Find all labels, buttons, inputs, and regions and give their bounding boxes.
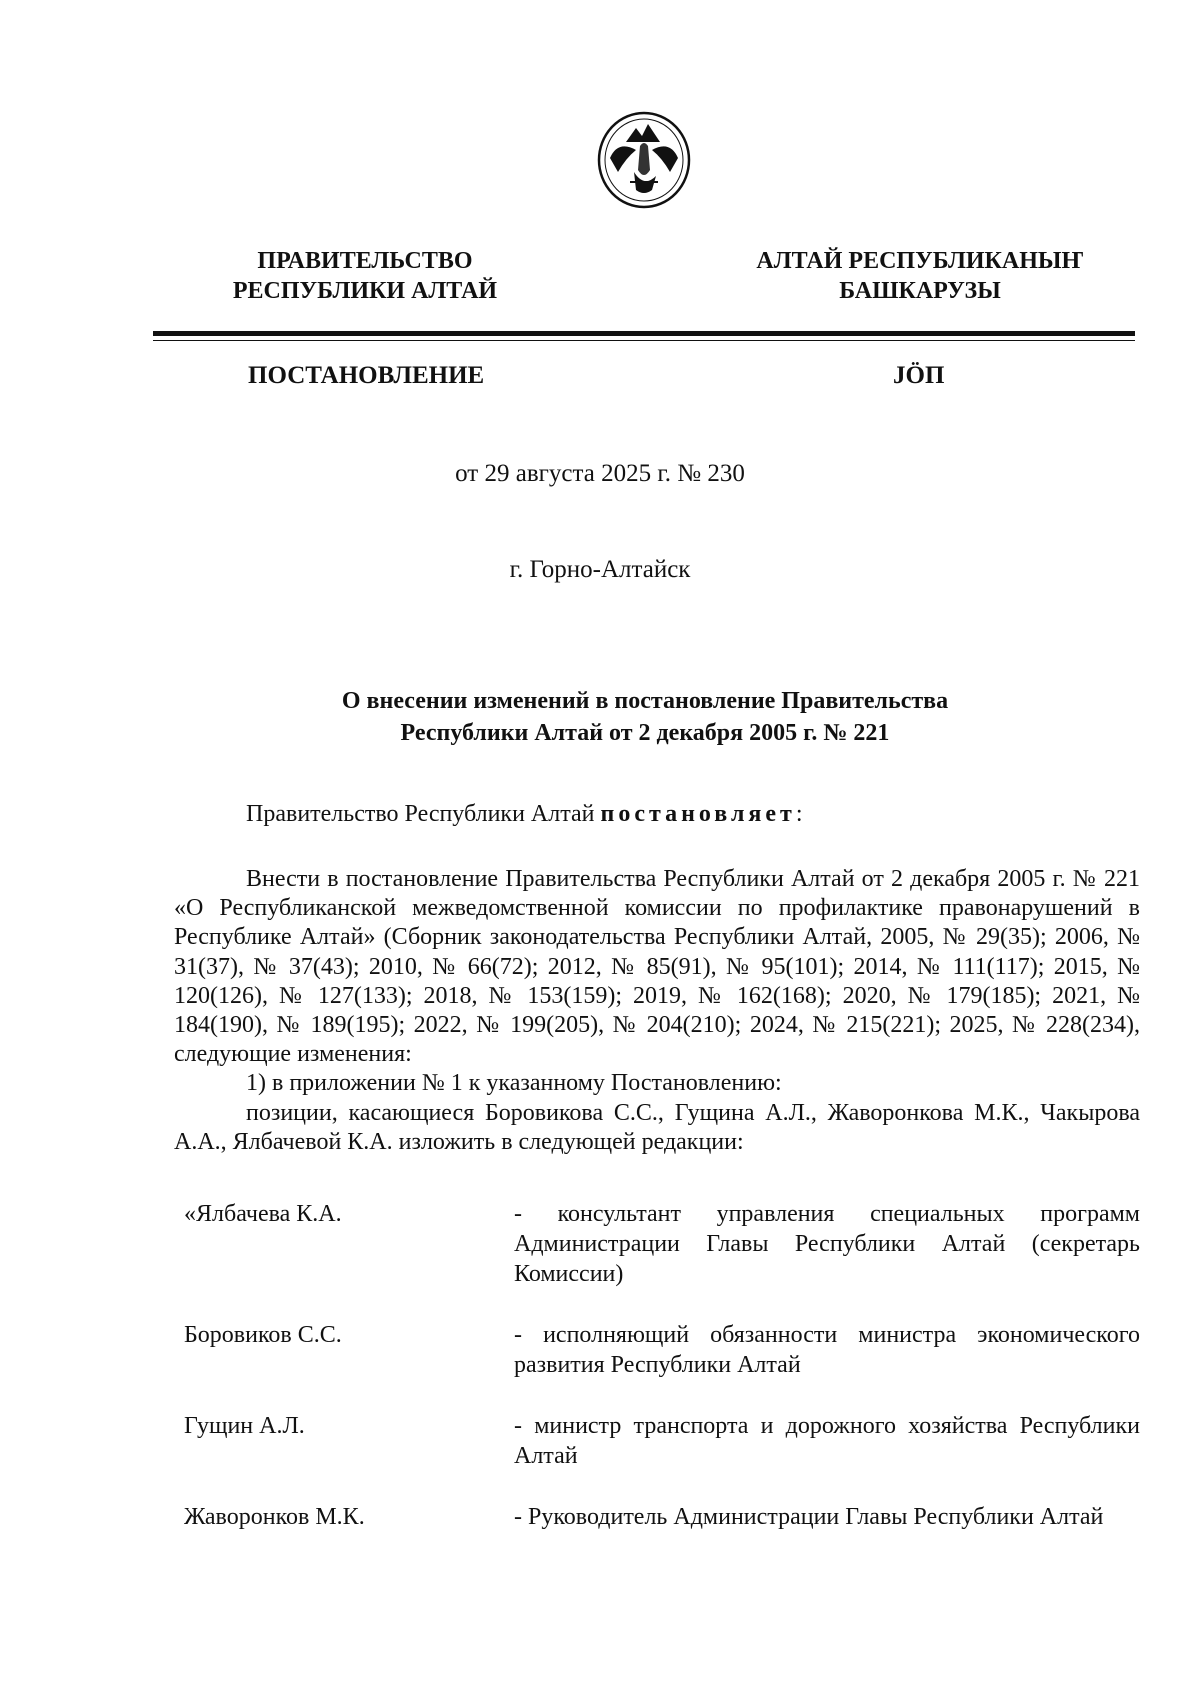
issuer-line: РЕСПУБЛИКИ АЛТАЙ [232,278,498,304]
preamble-verb: постановляет [600,801,796,827]
position-description: - исполняющий обязанности министра экономического развития Республики Алтай [514,1322,1140,1378]
header-divider-thin [153,340,1135,341]
document-city: г. Горно-Алтайск [509,556,691,583]
position-name: Гущин А.Л. [184,1413,305,1439]
coat-of-arms-emblem [596,110,692,210]
header-divider-thick [153,331,1135,336]
paragraph-item-1: 1) в приложении № 1 к указанному Постановлению: [246,1070,782,1097]
preamble [174,800,1140,829]
title-line: Республики Алтай от 2 декабря 2005 г. № 221 [400,720,890,746]
position-description: - консультант управления специальных программ Администрации Главы Республики Алтай (секретарь Комиссии) [514,1201,1140,1287]
decree-body [174,865,1140,1157]
document-date-number: от 29 августа 2025 г. № 230 [455,460,745,487]
position-name: Боровиков С.С. [184,1322,342,1348]
doc-type-russian: ПОСТАНОВЛЕНИЕ [248,362,485,389]
position-name: «Ялбачева К.А. [184,1201,342,1227]
issuer-line: БАШКАРУЗЫ [839,278,1001,304]
document-title [150,685,1140,749]
preamble-colon: : [795,801,803,827]
issuer-name-altai [720,246,1120,306]
position-description: - министр транспорта и дорожного хозяйства Республики Алтай [514,1413,1140,1469]
position-description: - Руководитель Администрации Главы Республики Алтай [514,1504,1104,1530]
paragraph-positions: позиции, касающиеся Боровикова С.С., Гущина А.Л., Жаворонкова М.К., Чакырова А.А., Ялбачевой К.А. изложить в следующей редакции: [174,1099,1140,1155]
doc-type-altai: JÖП [893,362,945,389]
preamble-text: Правительство Республики Алтай [246,801,601,827]
title-line: О внесении изменений в постановление Правительства [341,688,949,714]
issuer-line: ПРАВИТЕЛЬСТВО [257,248,473,274]
position-name: Жаворонков М.К. [184,1504,365,1530]
paragraph-amendments: Внести в постановление Правительства Республики Алтай от 2 декабря 2005 г. № 221 «О Республиканской межведомственной комиссии по профилактике правонарушений в Республике Алтай» (Сборник законодательства Республики Алтай, 2005, № 29(35); 2006, № 31(37), № 37(43); 2010, № 66(72); 2012, № 85(91), № 95(101); 2014, № 111(117); 2015, № 120(126), № 127(133); 2018, № 153(159); 2019, № 162(168); 2020, № 179(185); 2021, № 184(190), № 189(195); 2022, № 199(205), № 204(210); 2024, № 215(221); 2025, № 228(234), следующие изменения: [174,866,1140,1068]
issuer-line: АЛТАЙ РЕСПУБЛИКАНЫҤ [756,248,1084,274]
issuer-name-russian [200,246,530,306]
